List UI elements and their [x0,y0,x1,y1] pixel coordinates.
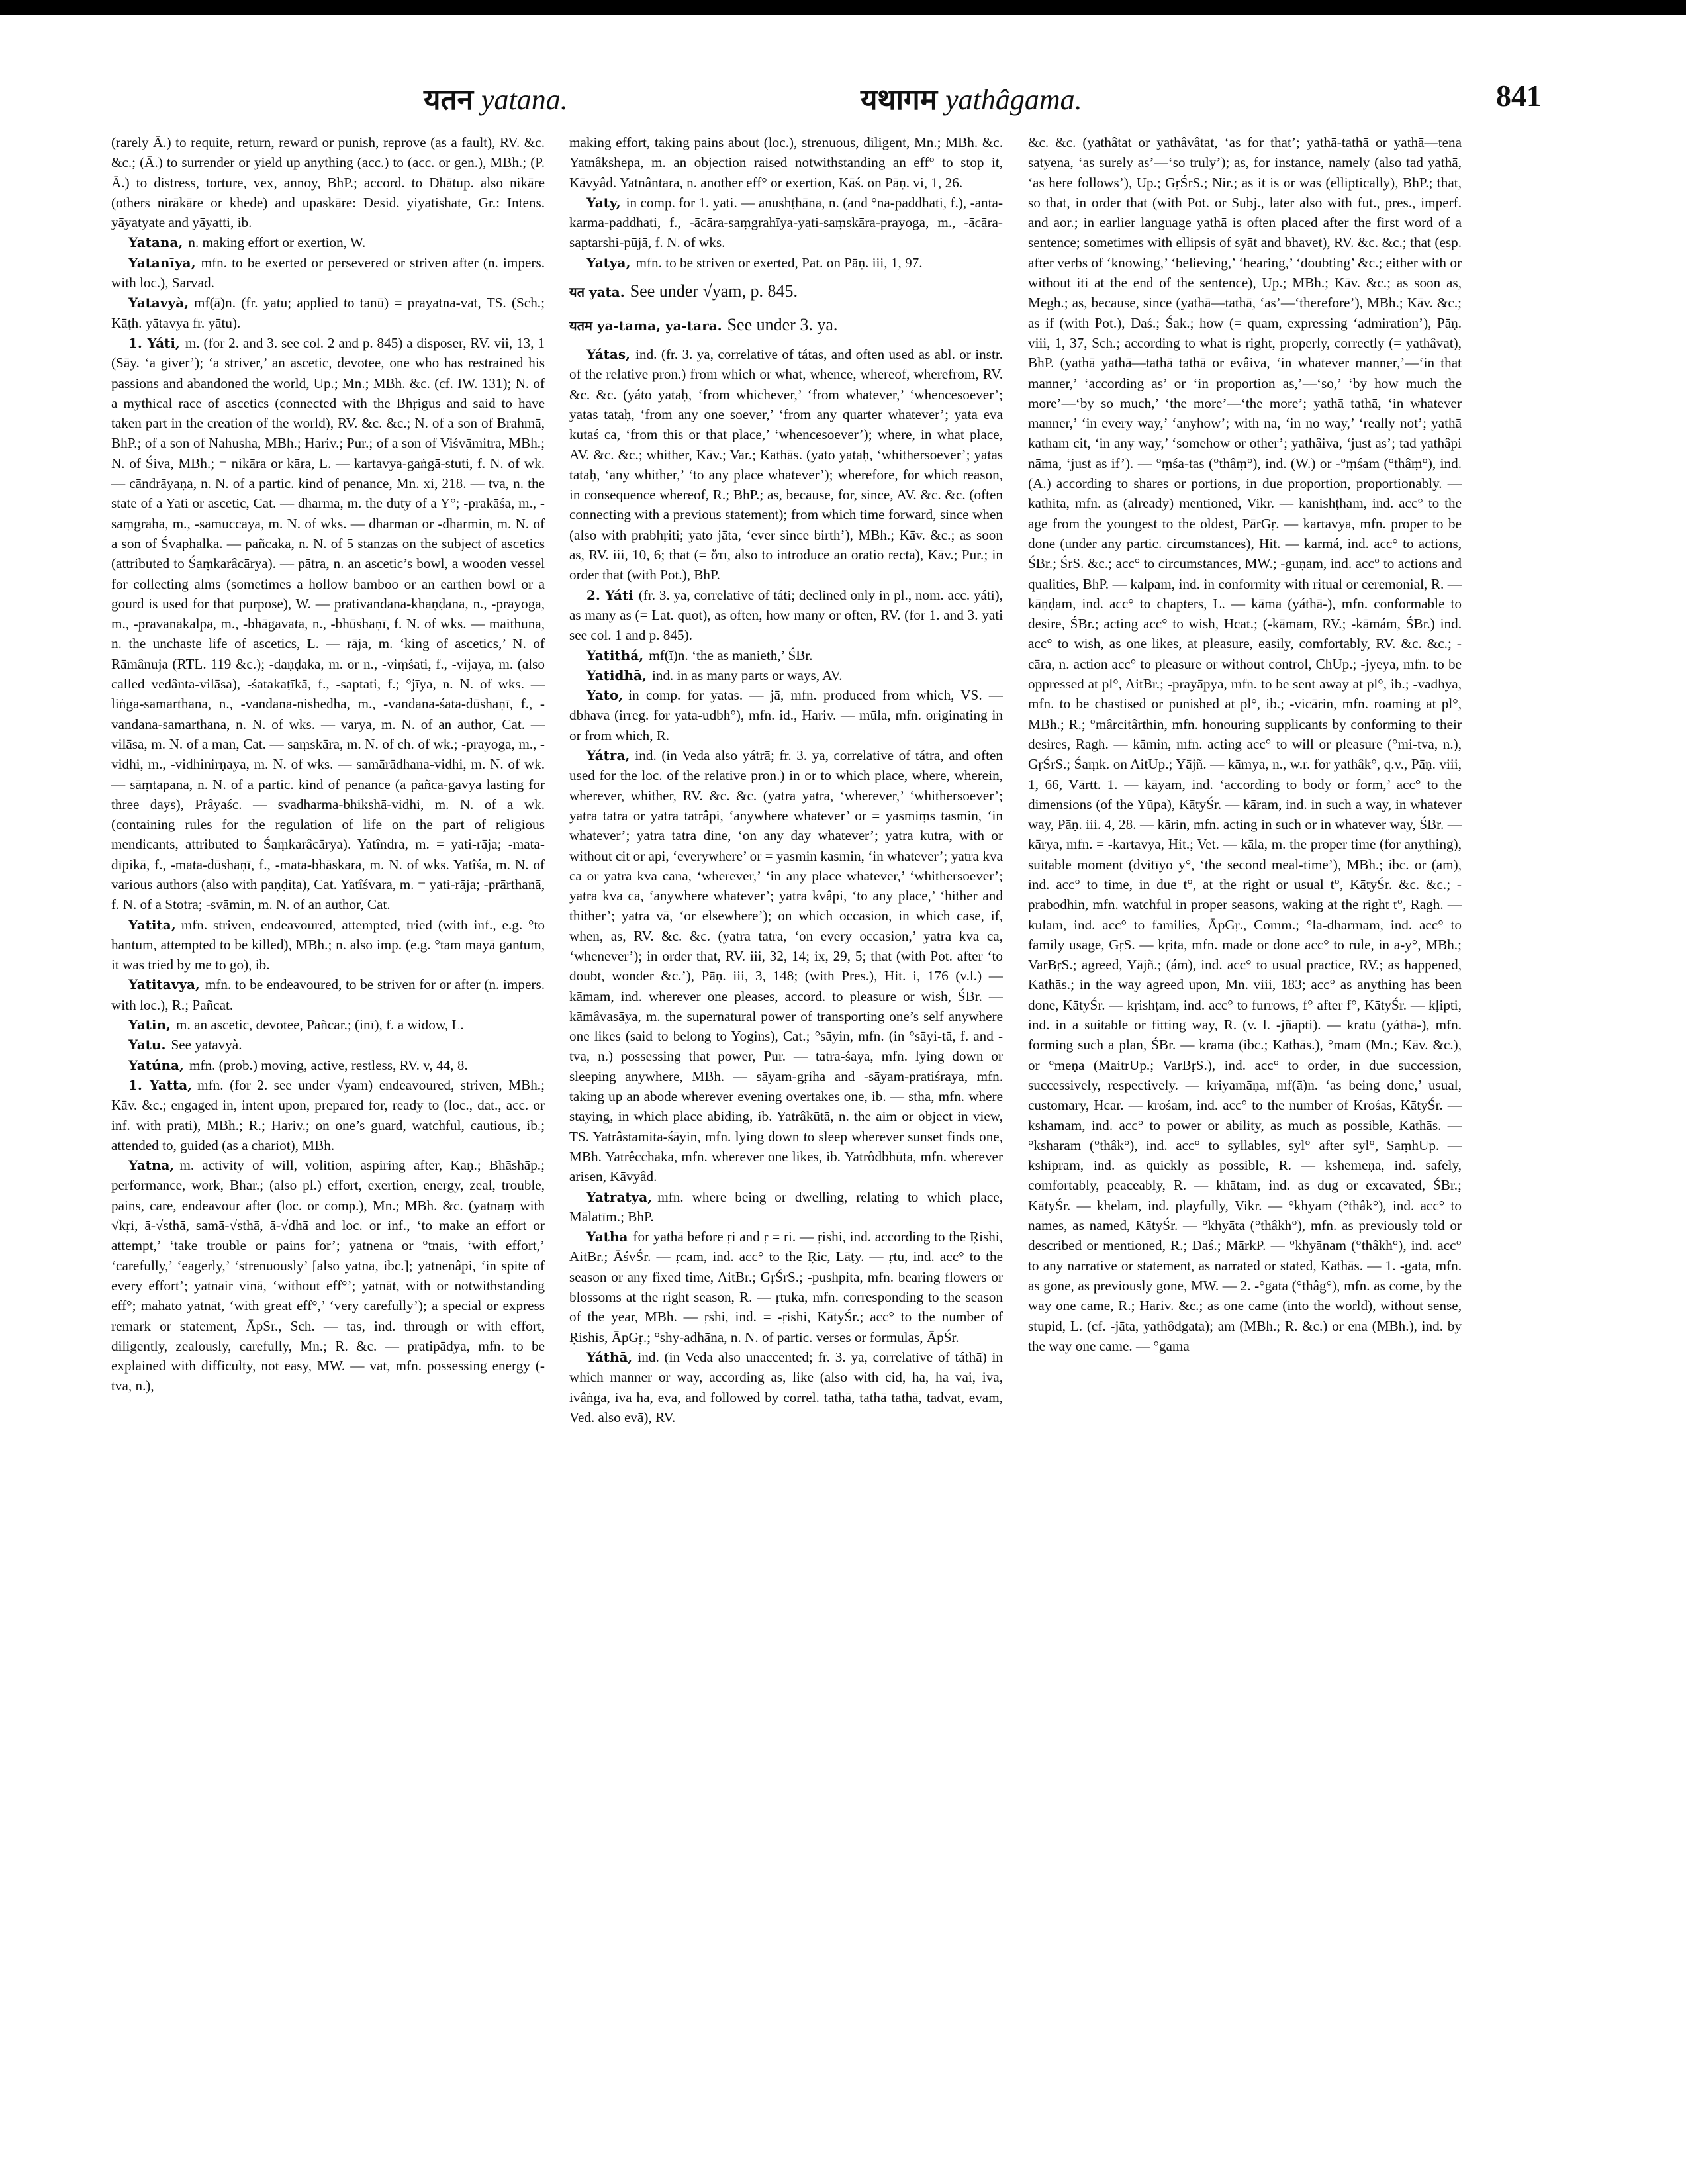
entry-text: mf(ā)n. (fr. yatu; applied to tanū) = prayatna-vat, TS. (Sch.; Kāṭh. yātavya fr. yātu). [111,295,545,331]
entry-text: See under √yam, p. 845. [630,281,798,301]
header-center-devanagari: यथागम [861,83,938,117]
entry-headword: Yato, [586,687,624,704]
dictionary-entry [569,277,1003,307]
entry-text: See under 3. ya. [727,315,838,335]
header-left-headword [424,78,568,118]
dictionary-entry [569,132,1003,193]
entry-headword: 1. Yatta, [128,1076,193,1093]
dictionary-entry [569,1187,1003,1227]
entry-headword: Yaty, [586,194,621,211]
header-left-roman: yatana. [481,83,568,116]
entry-headword: Yatanīya, [128,254,196,271]
entry-headword: Yatúna, [128,1057,184,1073]
entry-headword: यत yata. [569,284,625,301]
entry-text: ind. in as many parts or ways, AV. [651,667,843,683]
entry-headword: Yáthā, [586,1349,633,1365]
dictionary-entry [111,232,545,252]
page-header [0,78,1686,124]
dictionary-entry [569,665,1003,685]
entry-headword: Yatana, [128,234,183,251]
entry-text: (rarely Ā.) to requite, return, reward or punish, reprove (as a fault), RV. &c. &c.; (Ā.) to surrender or yield up anything (acc.) to (acc. or gen.), MBh.; (P. Ā.) to distress, torture, vex, annoy, BhP.; accord. to Dhātup. also nikāre (others nirākāre or khede) and upaskāre: Desid. yiyatishate, Gr.: Intens. yāyatyate and yāyatti, ib. [111,134,545,231]
dictionary-entry [111,974,545,1015]
entry-headword: यतम ya-tama, ya-tara. [569,318,722,334]
dictionary-entry [569,193,1003,253]
entry-text: mfn. (for 2. see under √yam) endeavoured, striven, MBh.; Kāv. &c.; engaged in, intent upon, prepared for, ready to (loc., dat., acc. or inf. with prati), MBh.; R.; Hariv.; on one’s guard, watchful, cautious, ib.; attended to, guided (as a chariot), MBh. [111,1076,545,1153]
entry-text: m. (for 2. and 3. see col. 2 and p. 845) a disposer, RV. vii, 13, 1 (Sāy. ‘a giver’); ‘a striver,’ an ascetic, devotee, one who has restrained his passions and abandoned the world, Up.; Mn.; MBh. &c. (cf. IW. 131); N. of a mythical race of ascetics (connected with the Bhṛigus and said to have taken part in the creation of the world), RV. &c. &c.; N. of a son of Brahmā, BhP.; of a son of Nahusha, MBh.; Hariv.; Pur.; of a son of Viśvāmitra, MBh.; N. of Śiva, MBh.; = nikāra or kāra, L. — kartavya-gaṅgā-stuti, f. N. of wk. — cāndrāyaṇa, n. N. of a partic. kind of penance, Mn. xi, 218. — tva, n. the state of a Yati or ascetic, Cat. — dharma, m. the duty of a Y°; -prakāśa, m., -saṃgraha, m., -samuccaya, m. N. of wks. — dharman or -dharmin, m. N. of a son of Śvaphalka. — pañcaka, n. N. of 5 stanzas on the subject of ascetics (attributed to Śaṃkarâcārya). — pātra, n. an ascetic’s bowl, a wooden vessel for collecting alms (sometimes a hollow bamboo or an earthen bowl or a gourd is used for that purpose), W. — prativandana-khaṇḍana, n., -prayoga, m., -pravanakalpa, m., -bhāgavata, n., -bhūshaṇī, f. N. of wks. — maithuna, n. the unchaste life of ascetics, L. — rāja, m. ‘king of ascetics,’ N. of Rāmânuja (RTL. 119 &c.); -daṇḍaka, m. or n., -viṃśati, f., -vijaya, m. (also called vedânta-vilāsa), -śatakaṭīkā, f., -saptati, f.; °jīya, n. N. of wks. — liṅga-samarthana, n., -vandana-nishedha, m., -vandana-śata-dūshaṇī, f., -vandana-samarthana, n. N. of wks. — varya, m. N. of an author, Cat. — vilāsa, m. N. of a man, Cat. — saṃskāra, m. N. of ch. of wk.; -prayoga, m., -vidhi, m., -vidhinirṇaya, m. N. of wks. — samārādhana-vidhi, m. N. of wk. — sāṃtapana, n. N. of a partic. kind of penance (a pañca-gavya lasting for three days), Prâyaśc. — svadharma-bhikshā-vidhi, m. N. of a wk. (containing rules for the regulation of life on the part of religious mendicants, attributed to Śaṃkarâcārya). Yatîndra, m. = yati-rāja; -mata-dīpikā, f., -mata-dūshaṇī, f., -mata-bhāskara, m. N. of wks. Yatîśa, m. N. of various authors (also with paṇḍita), Cat. Yatîśvara, m. = yati-rāja; -prārthanā, f. N. of a Stotra; -svāmin, m. N. of an author, Cat. [111,334,545,913]
dictionary-entry [1028,132,1462,1356]
entry-headword: Yátra, [586,747,630,764]
entry-text: in comp. for 1. yati. — anushṭhāna, n. (and °na-paddhati, f.), -anta-karma-paddhati, f., -ācāra-saṃgrahīya-yati-saṃskāra-prayoga, m., -ācāra-saptarshi-pūjā, f. N. of wks. [569,194,1003,251]
entry-headword: Yatidhā, [586,667,647,683]
entry-text: See yatavyà. [171,1037,242,1053]
dictionary-entry [111,333,545,915]
dictionary-entry [111,132,545,232]
column-2 [569,132,1003,2145]
entry-headword: Yatu. [128,1037,166,1053]
page-number: 841 [1496,79,1542,113]
entry-text: mfn. where being or dwelling, relating to which place, Mālatīm.; BhP. [569,1188,1003,1225]
dictionary-entry [111,1075,545,1155]
header-center-roman: yathâgama. [945,83,1082,116]
entry-headword: Yatin, [128,1017,171,1033]
dictionary-columns [111,132,1462,2145]
dictionary-entry [111,1035,545,1055]
column-1 [111,132,545,2145]
dictionary-entry [569,310,1003,340]
dictionary-entry [569,253,1003,273]
entry-headword: Yatha [586,1229,628,1245]
dictionary-entry [569,685,1003,745]
dictionary-entry [111,1055,545,1075]
entry-text: mfn. striven, endeavoured, attempted, tried (with inf., e.g. °to hantum, attempted to be killed), MBh.; n. also imp. (e.g. °tam mayā gantum, it was tried by me to go), ib. [111,916,545,973]
dictionary-entry [569,344,1003,585]
entry-text: (fr. 3. ya, correlative of táti; declined only in pl., nom. acc. yáti), as many as (= Lat. quot), as often, how many or often, RV. (for 1. and 3. yati see col. 1 and p. 845). [569,587,1003,643]
dictionary-entry [569,1347,1003,1427]
entry-headword: 1. Yáti, [128,334,180,351]
entry-text: in comp. for yatas. — jā, mfn. produced from which, VS. — dbhava (irreg. for yata-udbh°), mfn. id., Hariv. — mūla, mfn. originating in or from which, R. [569,687,1003,743]
entry-text: making effort, taking pains about (loc.), strenuous, diligent, Mn.; MBh. &c. Yatnâkshepa, m. an objection raised notwithstanding an eff° to stop it, Kāvyâd. Yatnântara, n. another eff° or exertion, Kāś. on Pāṇ. vi, 1, 26. [569,134,1003,191]
header-center-headword [861,78,1082,118]
entry-text: ind. (fr. 3. ya, correlative of tátas, and often used as abl. or instr. of the relative pron.) from which or what, whence, whereof, wherefrom, RV. &c. &c. (yáto yataḥ, ‘from whichever,’ ‘from whatever,’ ‘whencesoever’; yatas tataḥ, ‘from any one soever,’ ‘from any quarter whatever’; yata eva kutaś ca, ‘from this or that place,’ ‘whencesoever’); where, in what place, AV. &c. &c.; whither, Kāv.; Var.; Kathās. (yato yataḥ, ‘whithersoever’; yatas tataḥ, ‘any whither,’ ‘to any place whatever’); wherefore, for which reason, in consequence whereof, R.; BhP.; as, because, for, since, AV. &c. &c. (often connecting with a previous statement); from which time forward, since when (also with prabhṛiti; yato jāta, ‘ever since birth’), MBh.; Kāv. &c.; as soon as, RV. iii, 10, 6; that (= ὅτι, also to introduce an oratio recta), Kāv.; Pur.; in order that (with Pot.), BhP. [569,346,1003,583]
dictionary-entry [569,585,1003,645]
entry-headword: Yatita, [128,916,176,933]
page-top-border [0,0,1686,15]
entry-text: ind. (in Veda also yátrā; fr. 3. ya, correlative of tátra, and often used for the loc. of the relative pron.) in or to which place, where, wherein, wherever, whither, RV. &c. &c. (yatra yatra, ‘wherever,’ ‘whithersoever’; yatra tatra or yatra tatrâpi, ‘anywhere whatever’ or = yasmiṃs tasmin, ‘in whatever’; yatra tatra dine, ‘on any day whatever’; yatra kutra, with or without cit or api, ‘everywhere’ or = yasmin kasmin, ‘in whatever’; yatra kva ca or yatra kva cana, ‘wherever,’ ‘in any place whatever,’ ‘whithersoever’; yatra kva ca, ‘anywhere whatever’; yatra kvâpi, ‘to any place,’ ‘hither and thither’; yatra vā, ‘or elsewhere’); on which occasion, in which case, if, when, as, RV. &c. &c. (yatra tatra, ‘on every occasion,’ yatra kva ca, ‘whenever’); in order that, RV. iii, 32, 14; ix, 29, 5; that (with Pot. after ‘to doubt, wonder &c.’), Pāṇ. iii, 3, 148; (with Pres.), Hit. i, 176 (v.l.) — kāmam, ind. wherever one pleases, accord. to pleasure or wish, ŚBr. — kāmâvasāya, m. the supernatural power of transporting one’s self anywhere one likes (said to belong to Yogins), Cat.; °sāyin, mfn. (in °sāyi-tā, f. and -tva, n.) possessing that power, Pur. — tatra-śaya, mfn. lying down or sleeping anywhere, MBh. — sāyam-gṛiha and -sāyam-pratiśraya, mfn. taking up an abode wherever evening overtakes one, ib. — stha, mfn. where staying, in which place abiding, ib. Yatrâkūtā, n. the aim or object in view, TS. Yatrâstamita-śāyin, mfn. lying down to sleep wherever sunset finds one, MBh. Yatrêcchaka, mfn. wherever one likes, ib. Yatrôdbhūta, mfn. wherever arisen, Kāvyâd. [569,747,1003,1185]
entry-headword: Yátas, [586,346,631,363]
dictionary-entry [111,1155,545,1396]
entry-headword: Yatavyà, [128,295,189,311]
dictionary-entry [111,253,545,293]
dictionary-entry [569,1227,1003,1347]
entry-text: mf(ī)n. ‘the as manieth,’ ŚBr. [649,647,813,663]
entry-text: mfn. to be striven or exerted, Pat. on Pāṇ. iii, 1, 97. [635,254,923,271]
entry-headword: Yatitavya, [128,976,200,993]
dictionary-entry [569,745,1003,1187]
entry-text: for yathā before ṛi and ṛ = ri. — ṛishi, ind. according to the Ṛishi, AitBr.; ĀśvŚr. — ṛcam, ind. acc° to the Ṛic, Lāṭy. — ṛtu, ind. acc° to the season or any fixed time, AitBr.; GṛŚrS.; -pushpita, mfn. bearing flowers or blossoms at the right season, R. — ṛtuka, mfn. corresponding to the season of the year, MBh. — ṛshi, ind. = -ṛishi, KātyŚr.; acc° to the number of Ṛishis, ĀpGṛ.; °shy-adhāna, n. N. of partic. verses or formulas, ĀpŚr. [569,1229,1003,1345]
entry-headword: 2. Yáti [586,587,633,603]
dictionary-entry [569,645,1003,665]
dictionary-entry [111,293,545,333]
entry-text: mfn. (prob.) moving, active, restless, RV. v, 44, 8. [189,1057,468,1073]
entry-text: mfn. to be exerted or persevered or striven after (n. impers. with loc.), Sarvad. [111,254,545,291]
entry-headword: Yatna, [128,1157,175,1174]
entry-text: &c. &c. (yathâtat or yathâvâtat, ‘as for that’; yathā-tathā or yathā—tena satyena, ‘as surely as’—‘so truly’); as, for instance, namely (also tad yathā, ‘as here follows’), Up.; GṛŚrS.; Nir.; as it is or was (elliptically), BhP.; that, so that, in order that (with Pot. or Subj., later also with fut., pres., imperf. and aor.; in earlier language yathā is often placed after the first word of a sentence; sometimes with ellipsis of syāt and bhavet), RV. &c. &c.; that (esp. after verbs of ‘knowing,’ ‘believing,’ ‘hearing,’ ‘doubting’ &c.; either with or without iti at the end of the sentence), Up.; MBh.; Kāv. &c.; as soon as, Megh.; as, because, since (yathā—tathā, ‘as’—‘therefore’), MBh.; Kāv. &c.; as if (with Pot.), Daś.; Śak.; how (= quam, expressing ‘admiration’), Pāṇ. viii, 1, 37, Sch.; according to what is right, properly, correctly (= yathâvat), BhP. (yathā yathā—tathā tathā or evâiva, ‘in whatever manner,’—‘in that manner,’ ‘according as’ or ‘in proportion as,’—‘so,’ ‘by how much the more’—‘by so much,’ ‘the more’—‘the more’; yathā tathā, ‘in whatever manner,’ ‘in every way,’ ‘anyhow’; with na, ‘in no way,’ ‘really not’; yathā katham cit, ‘in any way,’ ‘somehow or other’; yathâiva, ‘just as’; tad yathâpi nāma, ‘just as if’). — °ṃśa-tas (°thâṃ°), ind. (W.) or -°ṃśam (°thâṃ°), ind. (A.) according to shares or portions, in due proportion, proportionably. — kathita, mfn. as (already) mentioned, Vikr. — kanishṭham, ind. acc° to the age from the youngest to the oldest, PārGṛ. — kartavya, mfn. proper to be done (under any partic. circumstances), Hit. — karmá, ind. acc° to actions, ŚBr.; ŚrS. &c.; acc° to circumstances, MW.; -guṇam, ind. acc° to actions and qualities, BhP. — kalpam, ind. in conformity with ritual or ceremonial, R. — kāṇḍam, ind. acc° to chapters, L. — kāma (yáthā-), mfn. conformable to desire, ŚBr.; acting acc° to wish, Hcat.; (-kāmam, RV.; -kāmám, ŚBr.) ind. acc° to wish, as one likes, at pleasure, easily, comfortably, RV. &c. &c.; -cāra, n. action acc° to pleasure or without control, ChUp.; -jyeya, mfn. to be oppressed at pl°, AitBr.; -prayāpya, mfn. to be sent away at pl°, ib.; -vadhya, mfn. to be chastised or punished at pl°, ib.; -vicārin, mfn. roaming at pl°, MBh.; R.; °mârcitârthin, mfn. honouring supplicants by conforming to their desires, Ragh. — kāmin, mfn. acting acc° to will or pleasure (°mi-tva, n.), GṛŚrS.; Śaṃk. on AitUp.; Yājñ. — kāmya, n., w.r. for yathâk°, q.v., Pāṇ. viii, 1, 66, Vārtt. 1. — kāyam, ind. ‘according to body or form,’ acc° to the dimensions (of the Yūpa), KātyŚr. — kāram, ind. in such a way, in whatever way, Pāṇ. iii. 4, 28. — kārin, mfn. acting in such or in whatever way, ŚBr. — kārya, mfn. = -kartavya, Hit.; Vet. — kāla, m. the proper time (for anything), suitable moment (dvitīyo y°, ‘the second meal-time’), MBh.; ibc. or (am), ind. acc° to time, in due t°, at the right or usual t°, KātyŚr. &c. &c.; -prabodhin, mfn. watchful in proper seasons, waking at the right t°, Ragh. — kulam, ind. acc° to families, ĀpGṛ., Comm.; °la-dharmam, ind. acc° to family usage, GṛS. — kṛita, mfn. made or done acc° to rule, in a-y°, MBh.; VarBṛS.; agreed, Yājñ.; (ám), ind. acc° to usual practice, RV.; as happened, Kathās.; in the way agreed upon, Mn. viii, 183; acc° as anything has been done, KātyŚr. — kṛishṭam, ind. acc° to furrows, f° after f°, KātyŚr. — kḷipti, ind. in a suitable or fitting way, R. (v. l. -jñapti). — kratu (yáthā-), mfn. forming such a plan, ŚBr. — krama (ibc.; Kathās.), °mam (Mn.; Kāv. &c.), or °meṇa (MaitrUp.; VarBṛS.), ind. acc° to order, in due succession, successively, respectively. — kriyamāṇa, mf(ā)n. ‘as being done,’ usual, customary, Hcar. — krośam, ind. acc° to the number of Krośas, KātyŚr. — kshamam, ind. acc° to power or ability, as much as possible, Kathās. — °ksharam (°thâk°), ind. acc° to syllables, syl° after syl°, SaṃhUp. — kshipram, ind. as quickly as possible, R. — kshemeṇa, ind. safely, comfortably, peaceably, R. — khātam, ind. as dug or excavated, ŚBr.; KātyŚr. — khelam, ind. playfully, Vikr. — °khyam (°thâk°), ind. acc° to names, as named, KātyŚr. — °khyāta (°thâkh°), mfn. as previously told or described or mentioned, R.; Daś.; MārkP. — °khyānam (°thâkh°), ind. acc° to any narrative or statement, as narrated or stated, Kathās. — 1. -gata, mfn. as gone, as previously gone, MW. — 2. -°gata (°thâg°), mfn. as come, by the way one came, R.; Hariv. &c.; as one came (into the world), without sense, stupid, L. (cf. -jāta, yathôdgata); am (MBh.; R. &c.) or ena (MBh.), ind. by the way one came. — °gama [1028,134,1462,1354]
column-3 [1028,132,1462,2145]
entry-headword: Yatya, [586,254,631,271]
entry-text: m. an ascetic, devotee, Pañcar.; (inī), f. a widow, L. [176,1017,464,1033]
entry-text: mfn. to be endeavoured, to be striven for or after (n. impers. with loc.), R.; Pañcat. [111,976,545,1013]
entry-text: m. activity of will, volition, aspiring after, Kaṇ.; Bhāshāp.; performance, work, Bhar.; (also pl.) effort, exertion, energy, zeal, trouble, pains, care, endeavour after (loc. or comp.), Mn.; MBh. &c. (yatnaṃ with √kṛi, ā-√sthā, samā-√sthā, ā-√dhā and loc. or inf., ‘to make an effort or attempt,’ ‘take trouble or pains for’; yatnena or °tnais, ‘with effort,’ ‘carefully,’ ‘eagerly,’ ‘strenuously’ [also yatna, ibc.]; yatnenâpi, ‘in spite of every effort’; yatnair vinā, ‘without eff°’; yatnāt, with or notwithstanding eff°; mahato yatnāt, ‘with great eff°,’ ‘very carefully’); a special or express remark or statement, ĀpSr., Sch. — tas, ind. through or with effort, diligently, zealously, carefully, Mn.; R. &c. — pratipādya, mfn. to be explained with difficulty, not easy, MW. — vat, mfn. possessing energy (-tva, n.), [111,1157,545,1394]
entry-text: ind. (in Veda also unaccented; fr. 3. ya, correlative of táthā) in which manner or way, according as, like (also with cid, ha, ha vai, iva, ivâṅga, iva ha, eva, and followed by correl. tathā, tathā tathā, tadvat, evam, Ved. also evā), RV. [569,1349,1003,1425]
entry-headword: Yatratya, [586,1188,653,1205]
header-left-devanagari: यतन [424,83,474,117]
dictionary-entry [111,915,545,975]
entry-headword: Yatithá, [586,647,644,663]
entry-text: n. making effort or exertion, W. [188,234,366,251]
dictionary-entry [111,1015,545,1035]
